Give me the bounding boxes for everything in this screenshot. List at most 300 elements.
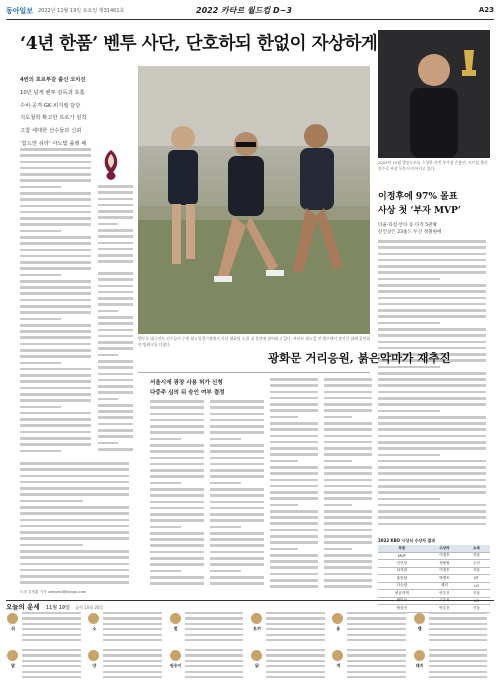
poll-cell: LG — [463, 582, 490, 590]
text-line — [98, 322, 133, 325]
zodiac-animal-icon — [170, 650, 181, 661]
poll-cell: 안우진 — [426, 590, 463, 598]
text-line — [324, 460, 352, 463]
text-line — [22, 639, 81, 641]
text-line — [270, 554, 318, 557]
text-line — [347, 634, 406, 636]
text-line — [22, 671, 81, 673]
text-line — [266, 660, 325, 662]
text-line — [210, 507, 264, 510]
text-line — [378, 447, 486, 450]
text-line — [270, 522, 318, 525]
text-line — [20, 393, 91, 396]
text-line — [378, 309, 486, 312]
poll-row — [378, 582, 490, 590]
text-line — [324, 422, 372, 425]
text-line — [150, 450, 204, 453]
text-line — [378, 278, 440, 281]
text-line — [324, 441, 372, 444]
worldcup-emblem-icon — [98, 148, 124, 182]
sidebar-body — [378, 240, 490, 535]
text-line — [324, 479, 372, 482]
sidebar-subhead — [378, 222, 490, 236]
poll-cell: 고우석 — [426, 597, 463, 605]
text-line — [20, 437, 91, 440]
poll-cell: 탈삼진 — [378, 605, 426, 613]
poll-column-header: 소속 — [463, 545, 490, 552]
poll-cell: 키움 — [463, 567, 490, 575]
text-line — [98, 416, 133, 419]
text-line — [429, 671, 488, 673]
text-line — [20, 223, 91, 226]
text-line — [378, 303, 486, 306]
text-line — [324, 504, 352, 507]
text-line — [98, 310, 118, 313]
text-line — [20, 380, 91, 383]
text-line — [347, 649, 406, 651]
text-line — [210, 538, 264, 541]
text-line — [266, 628, 325, 630]
text-line — [20, 424, 91, 427]
text-line — [20, 506, 129, 509]
text-line — [150, 431, 204, 434]
text-line — [378, 290, 486, 293]
text-line — [378, 366, 440, 369]
zodiac-animal-icon — [251, 650, 262, 661]
text-line — [270, 435, 318, 438]
text-line — [347, 639, 406, 641]
text-line — [103, 671, 162, 673]
text-line — [378, 504, 486, 507]
text-line — [20, 519, 129, 522]
sub-headline: 광화문 거리응원, 붉은악마가 재추진 — [268, 351, 451, 365]
lower-head — [150, 378, 260, 398]
text-line — [98, 379, 133, 382]
text-line — [22, 623, 81, 625]
text-line — [20, 431, 91, 434]
zodiac-label: 쥐 — [11, 626, 15, 631]
text-line — [378, 253, 486, 256]
lead-point: 수비·공격·GK·피지컬 담당 — [20, 102, 81, 109]
text-line — [324, 485, 372, 488]
text-line — [210, 450, 264, 453]
text-line — [429, 634, 488, 636]
sidebar-photo — [378, 30, 490, 158]
text-line — [98, 335, 133, 338]
main-photo — [138, 66, 370, 334]
text-line — [20, 481, 129, 484]
text-line — [378, 510, 486, 513]
text-line — [20, 512, 129, 515]
text-line — [210, 519, 264, 522]
text-line — [103, 649, 162, 651]
text-line — [324, 522, 372, 525]
text-line — [266, 671, 325, 673]
text-line — [270, 566, 318, 569]
text-line — [103, 628, 162, 630]
text-line — [150, 532, 204, 535]
poll-row — [378, 590, 490, 598]
text-line — [429, 612, 488, 614]
text-line — [266, 623, 325, 625]
text-line — [150, 519, 204, 522]
text-line — [185, 639, 244, 641]
text-line — [20, 148, 91, 151]
section-title: 2022 카타르 월드컵 D−3 — [196, 6, 292, 15]
byline: 도하 김정훈 기자 vwbyeol@donga.com — [20, 590, 87, 594]
text-line — [150, 570, 181, 573]
horoscope-item — [6, 648, 84, 683]
text-line — [150, 538, 204, 541]
poll-cell: 다승왕 — [378, 582, 426, 590]
text-line — [20, 550, 129, 553]
poll-column-header: 부문 — [378, 545, 426, 552]
text-line — [210, 582, 264, 585]
text-line — [378, 441, 486, 444]
text-line — [266, 612, 325, 614]
text-line — [270, 579, 318, 582]
text-line — [210, 563, 264, 566]
text-line — [20, 286, 91, 289]
text-line — [98, 260, 133, 263]
text-line — [210, 544, 264, 547]
poll-cell: 안우진 — [426, 605, 463, 613]
text-line — [150, 475, 204, 478]
text-line — [98, 373, 133, 376]
horoscope-grid — [6, 611, 494, 685]
zodiac-text — [103, 649, 164, 682]
zodiac-label: 돼지 — [415, 663, 424, 668]
text-line — [270, 397, 318, 400]
text-line — [378, 498, 440, 501]
lower-body-col3 — [270, 378, 320, 595]
text-line — [324, 548, 352, 551]
text-line — [98, 398, 118, 401]
text-line — [270, 403, 318, 406]
text-line — [324, 579, 372, 582]
lower-body-col4 — [324, 378, 374, 595]
poll-row — [378, 560, 490, 568]
text-line — [270, 441, 318, 444]
text-line — [98, 235, 133, 238]
text-line — [210, 570, 241, 573]
text-line — [150, 563, 204, 566]
sidebar-subhead-line1: 타율·타점·안타 등 타격 5관왕 — [378, 223, 438, 228]
text-line — [20, 311, 91, 314]
text-line — [270, 416, 298, 419]
poll-cell: 박병호 — [426, 575, 463, 583]
text-line — [378, 466, 486, 469]
text-line — [347, 665, 406, 667]
text-line — [210, 501, 264, 504]
zodiac-animal-icon — [332, 613, 343, 624]
text-line — [150, 582, 204, 585]
horoscope-item — [250, 648, 328, 683]
main-photo-caption: 벤투호 태극전사 선수들이 수원 월드컵경기장에서 지난 대표팀 소집 첫 훈련에 참여하고 있다. 카타르 월드컵 전 캠프에서 장기간 함께 훈련하며 팀워크를 다졌다. — [138, 336, 370, 347]
text-line — [324, 409, 372, 412]
text-line — [270, 409, 318, 412]
zodiac-label: 용 — [336, 626, 341, 631]
text-line — [378, 315, 486, 318]
zodiac-label: 토끼 — [253, 626, 261, 631]
text-line — [324, 497, 372, 500]
text-line — [98, 410, 133, 413]
text-line — [20, 362, 61, 365]
text-line — [22, 665, 81, 667]
horoscope-item — [6, 611, 84, 646]
text-line — [270, 378, 318, 381]
text-line — [20, 267, 91, 270]
text-line — [429, 660, 488, 662]
main-headline: ‘4년 한품’ 벤투 사단, 단호하되 한없이 자상하게 — [20, 34, 378, 54]
text-line — [20, 581, 129, 584]
zodiac-text — [22, 649, 83, 682]
text-line — [429, 623, 488, 625]
text-line — [20, 324, 91, 327]
sidebar-headline — [378, 190, 490, 218]
poll-cell: 두산 — [463, 560, 490, 568]
text-line — [378, 485, 486, 488]
text-line — [270, 384, 318, 387]
text-line — [150, 488, 204, 491]
text-line — [270, 391, 318, 394]
text-line — [185, 665, 244, 667]
text-line — [270, 504, 298, 507]
text-line — [150, 551, 204, 554]
text-line — [270, 466, 318, 469]
zodiac-label: 소 — [92, 626, 97, 631]
text-line — [98, 185, 133, 188]
zodiac-text — [347, 649, 408, 682]
text-line — [20, 493, 129, 496]
lead-point: 4번의 포르투갈 출신 코치진 — [20, 77, 86, 83]
text-line — [324, 529, 372, 532]
text-line — [270, 460, 298, 463]
masthead: 동아일보 — [6, 7, 34, 15]
text-line — [98, 354, 118, 357]
text-line — [98, 341, 133, 344]
text-line — [20, 406, 61, 409]
text-line — [324, 560, 372, 563]
text-line — [270, 585, 318, 588]
text-line — [20, 179, 91, 182]
text-line — [20, 280, 91, 283]
text-line — [22, 654, 81, 656]
text-line — [378, 246, 486, 249]
text-line — [270, 422, 318, 425]
text-line — [150, 482, 181, 485]
sidebar-subhead-line2: 신인상은 23홈드 두산 정철원에 — [378, 230, 442, 235]
text-line — [98, 291, 133, 294]
zodiac-animal-icon — [414, 650, 425, 661]
zodiac-label: 닭 — [255, 663, 259, 668]
zodiac-text — [185, 649, 246, 682]
text-line — [324, 566, 372, 569]
horoscope-item — [87, 648, 165, 683]
text-line — [22, 634, 81, 636]
text-line — [20, 336, 91, 339]
lead-point: 10년 넘게 벤투 감독과 호흡 — [20, 89, 85, 96]
text-line — [429, 628, 488, 630]
text-line — [98, 423, 133, 426]
text-line — [20, 292, 91, 295]
zodiac-text — [103, 612, 164, 645]
poll-row — [378, 552, 490, 560]
text-line — [324, 573, 372, 576]
text-line — [98, 210, 133, 213]
text-line — [103, 612, 162, 614]
text-line — [150, 576, 204, 579]
text-line — [22, 676, 81, 678]
text-line — [378, 416, 486, 419]
divider — [138, 372, 370, 373]
text-line — [324, 535, 372, 538]
text-line — [20, 205, 91, 208]
text-line — [22, 660, 81, 662]
text-line — [150, 438, 181, 441]
text-line — [20, 167, 91, 170]
text-line — [20, 249, 91, 252]
text-line — [270, 548, 298, 551]
text-line — [150, 469, 204, 472]
text-line — [347, 623, 406, 625]
text-line — [210, 413, 264, 416]
text-line — [150, 501, 204, 504]
text-line — [324, 416, 352, 419]
text-line — [98, 242, 133, 245]
text-line — [20, 236, 91, 239]
text-line — [98, 429, 133, 432]
text-line — [270, 541, 318, 544]
poll-cell: 키움 — [463, 590, 490, 598]
horoscope-item — [169, 611, 247, 646]
text-line — [20, 412, 91, 415]
text-line — [185, 676, 244, 678]
text-line — [270, 497, 318, 500]
text-line — [378, 240, 486, 243]
zodiac-text — [429, 612, 490, 645]
zodiac-animal-icon — [332, 650, 343, 661]
text-line — [347, 617, 406, 619]
text-line — [20, 450, 61, 453]
horoscope-item — [169, 648, 247, 683]
text-line — [20, 349, 91, 352]
text-line — [347, 654, 406, 656]
horoscope-calendar: 음력 10월 26일 — [75, 605, 104, 610]
text-line — [324, 397, 372, 400]
text-line — [324, 472, 372, 475]
text-line — [378, 435, 486, 438]
text-line — [324, 435, 372, 438]
zodiac-animal-icon — [7, 650, 18, 661]
text-line — [324, 403, 372, 406]
text-line — [20, 217, 91, 220]
poll-cell: 키움 — [463, 605, 490, 613]
text-line — [347, 612, 406, 614]
text-line — [270, 510, 318, 513]
text-line — [150, 400, 204, 403]
text-line — [98, 278, 133, 281]
zodiac-label: 말 — [11, 663, 15, 668]
text-line — [270, 472, 318, 475]
text-line — [324, 384, 372, 387]
text-line — [378, 265, 486, 268]
text-line — [20, 318, 61, 321]
text-line — [20, 299, 91, 302]
text-line — [20, 531, 129, 534]
horoscope-item — [87, 611, 165, 646]
text-line — [20, 443, 91, 446]
text-line — [98, 404, 133, 407]
text-line — [347, 628, 406, 630]
text-line — [98, 216, 133, 219]
horoscope-item — [413, 611, 491, 646]
text-line — [185, 628, 244, 630]
text-line — [210, 576, 264, 579]
lead-point: ‘힘드면 쉬라’ 아노빛 플레 배 — [20, 140, 87, 147]
poll-column-header: 수상자 — [426, 545, 463, 552]
zodiac-animal-icon — [88, 650, 99, 661]
zodiac-text — [22, 612, 83, 645]
text-line — [270, 428, 318, 431]
text-line — [378, 403, 486, 406]
text-line — [324, 447, 372, 450]
text-line — [20, 387, 91, 390]
text-line — [185, 623, 244, 625]
text-line — [266, 617, 325, 619]
text-line — [210, 406, 264, 409]
text-line — [20, 563, 129, 566]
text-line — [210, 457, 264, 460]
text-line — [378, 271, 486, 274]
text-line — [266, 676, 325, 678]
text-line — [270, 447, 318, 450]
text-line — [20, 261, 91, 264]
text-line — [378, 460, 486, 463]
text-line — [378, 322, 440, 325]
text-line — [347, 671, 406, 673]
text-line — [324, 510, 372, 513]
text-line — [210, 557, 264, 560]
text-line — [20, 569, 129, 572]
text-line — [324, 453, 372, 456]
text-line — [324, 491, 372, 494]
text-line — [210, 513, 264, 516]
poll-row — [378, 575, 490, 583]
text-line — [429, 649, 488, 651]
zodiac-text — [185, 612, 246, 645]
text-line — [98, 442, 118, 445]
text-line — [210, 488, 264, 491]
text-line — [20, 242, 91, 245]
left-body-lower — [20, 462, 134, 590]
poll-cell: LG — [463, 597, 490, 605]
text-line — [98, 303, 133, 306]
text-line — [378, 334, 486, 337]
text-line — [20, 575, 129, 578]
horoscope-title — [6, 602, 103, 611]
text-line — [98, 248, 133, 251]
sidebar-headline-line1: 이정후에 97% 몰표 — [378, 192, 458, 202]
text-line — [20, 230, 61, 233]
text-line — [20, 154, 91, 157]
text-line — [270, 535, 318, 538]
text-line — [378, 422, 486, 425]
text-line — [347, 660, 406, 662]
text-line — [20, 525, 129, 528]
text-line — [378, 479, 486, 482]
poll-cell: 평균자책 — [378, 590, 426, 598]
